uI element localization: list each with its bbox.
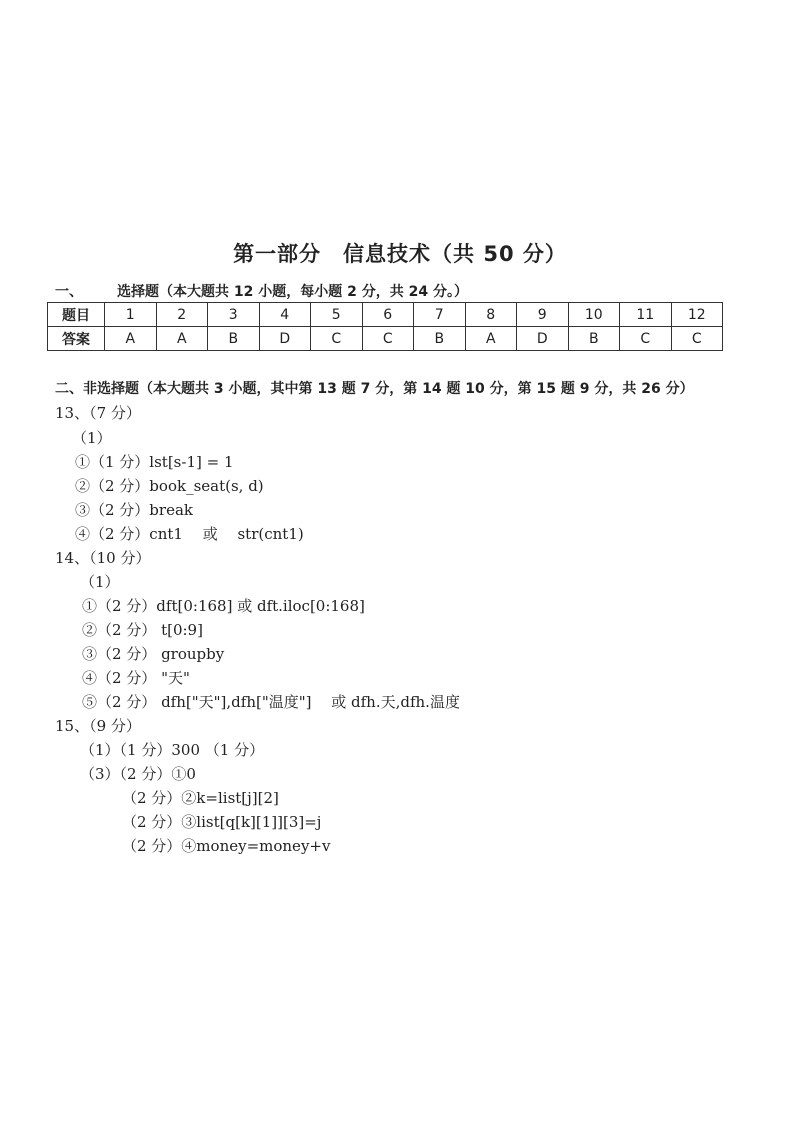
- question-number: 9: [517, 303, 569, 327]
- q15-answer-line: （1）（1 分）300 （1 分）: [80, 741, 265, 759]
- question-number: 3: [208, 303, 260, 327]
- page-title: 第一部分 信息技术（共 50 分）: [233, 242, 567, 266]
- q13-answer-line: ①（1 分）lst[s-1] = 1: [75, 453, 234, 471]
- answer-row: [48, 327, 723, 351]
- q13-label: 13、（7 分）: [55, 404, 141, 422]
- answer-cell: B: [568, 327, 620, 351]
- answer-cell: C: [362, 327, 414, 351]
- question-number-row: [48, 303, 723, 327]
- q14-answer-line: ①（2 分）dft[0:168] 或 dft.iloc[0:168]: [82, 597, 365, 615]
- section-1-number: 一、: [55, 284, 83, 300]
- answer-cell: B: [208, 327, 260, 351]
- answer-cell: A: [465, 327, 517, 351]
- question-number: 4: [259, 303, 311, 327]
- answer-row-header: 答案: [48, 327, 105, 351]
- section-1-text: 选择题（本大题共 12 小题，每小题 2 分，共 24 分。）: [117, 284, 468, 300]
- q13-answer-line: ③（2 分）break: [75, 501, 193, 519]
- question-row-header: 题目: [48, 303, 105, 327]
- answer-cell: C: [620, 327, 672, 351]
- q14-answer-line: ②（2 分） t[0:9]: [82, 621, 203, 639]
- q14-part: （1）: [80, 573, 120, 591]
- q15-sub-answer-line: （2 分）④money=money+v: [122, 837, 331, 855]
- question-number: 5: [311, 303, 363, 327]
- q14-answer-line: ⑤（2 分） dfh["天"],dfh["温度"] 或 dfh.天,dfh.温度: [82, 693, 460, 711]
- q14-label: 14、（10 分）: [55, 549, 151, 567]
- answer-cell: D: [517, 327, 569, 351]
- q15-label: 15、（9 分）: [55, 717, 141, 735]
- answer-cell: D: [259, 327, 311, 351]
- question-number: 1: [105, 303, 157, 327]
- q15-sub-answer-line: （2 分）②k=list[j][2]: [122, 789, 279, 807]
- question-number: 11: [620, 303, 672, 327]
- question-number: 2: [156, 303, 208, 327]
- section-1-heading: [55, 281, 468, 301]
- answer-cell: A: [156, 327, 208, 351]
- q15-sub-answer-line: （2 分）③list[q[k][1]][3]=j: [122, 813, 322, 831]
- q14-answer-line: ③（2 分） groupby: [82, 645, 225, 663]
- q13-answer-line: ④（2 分）cnt1 或 str(cnt1): [75, 525, 304, 543]
- answer-cell: A: [105, 327, 157, 351]
- question-number: 6: [362, 303, 414, 327]
- q13-part: （1）: [72, 429, 112, 447]
- question-number: 7: [414, 303, 466, 327]
- q14-answer-line: ④（2 分） "天": [82, 669, 190, 687]
- question-number: 8: [465, 303, 517, 327]
- answer-table: [47, 302, 723, 351]
- answer-cell: B: [414, 327, 466, 351]
- answer-cell: C: [671, 327, 723, 351]
- question-number: 12: [671, 303, 723, 327]
- q15-answer-line: （3）（2 分）①0: [80, 765, 196, 783]
- question-number: 10: [568, 303, 620, 327]
- answer-cell: C: [311, 327, 363, 351]
- q13-answer-line: ②（2 分）book_seat(s, d): [75, 477, 264, 495]
- section-2-heading: 二、非选择题（本大题共 3 小题，其中第 13 题 7 分，第 14 题 10 分，第 15 题 9 分，共 26 分）: [55, 381, 694, 397]
